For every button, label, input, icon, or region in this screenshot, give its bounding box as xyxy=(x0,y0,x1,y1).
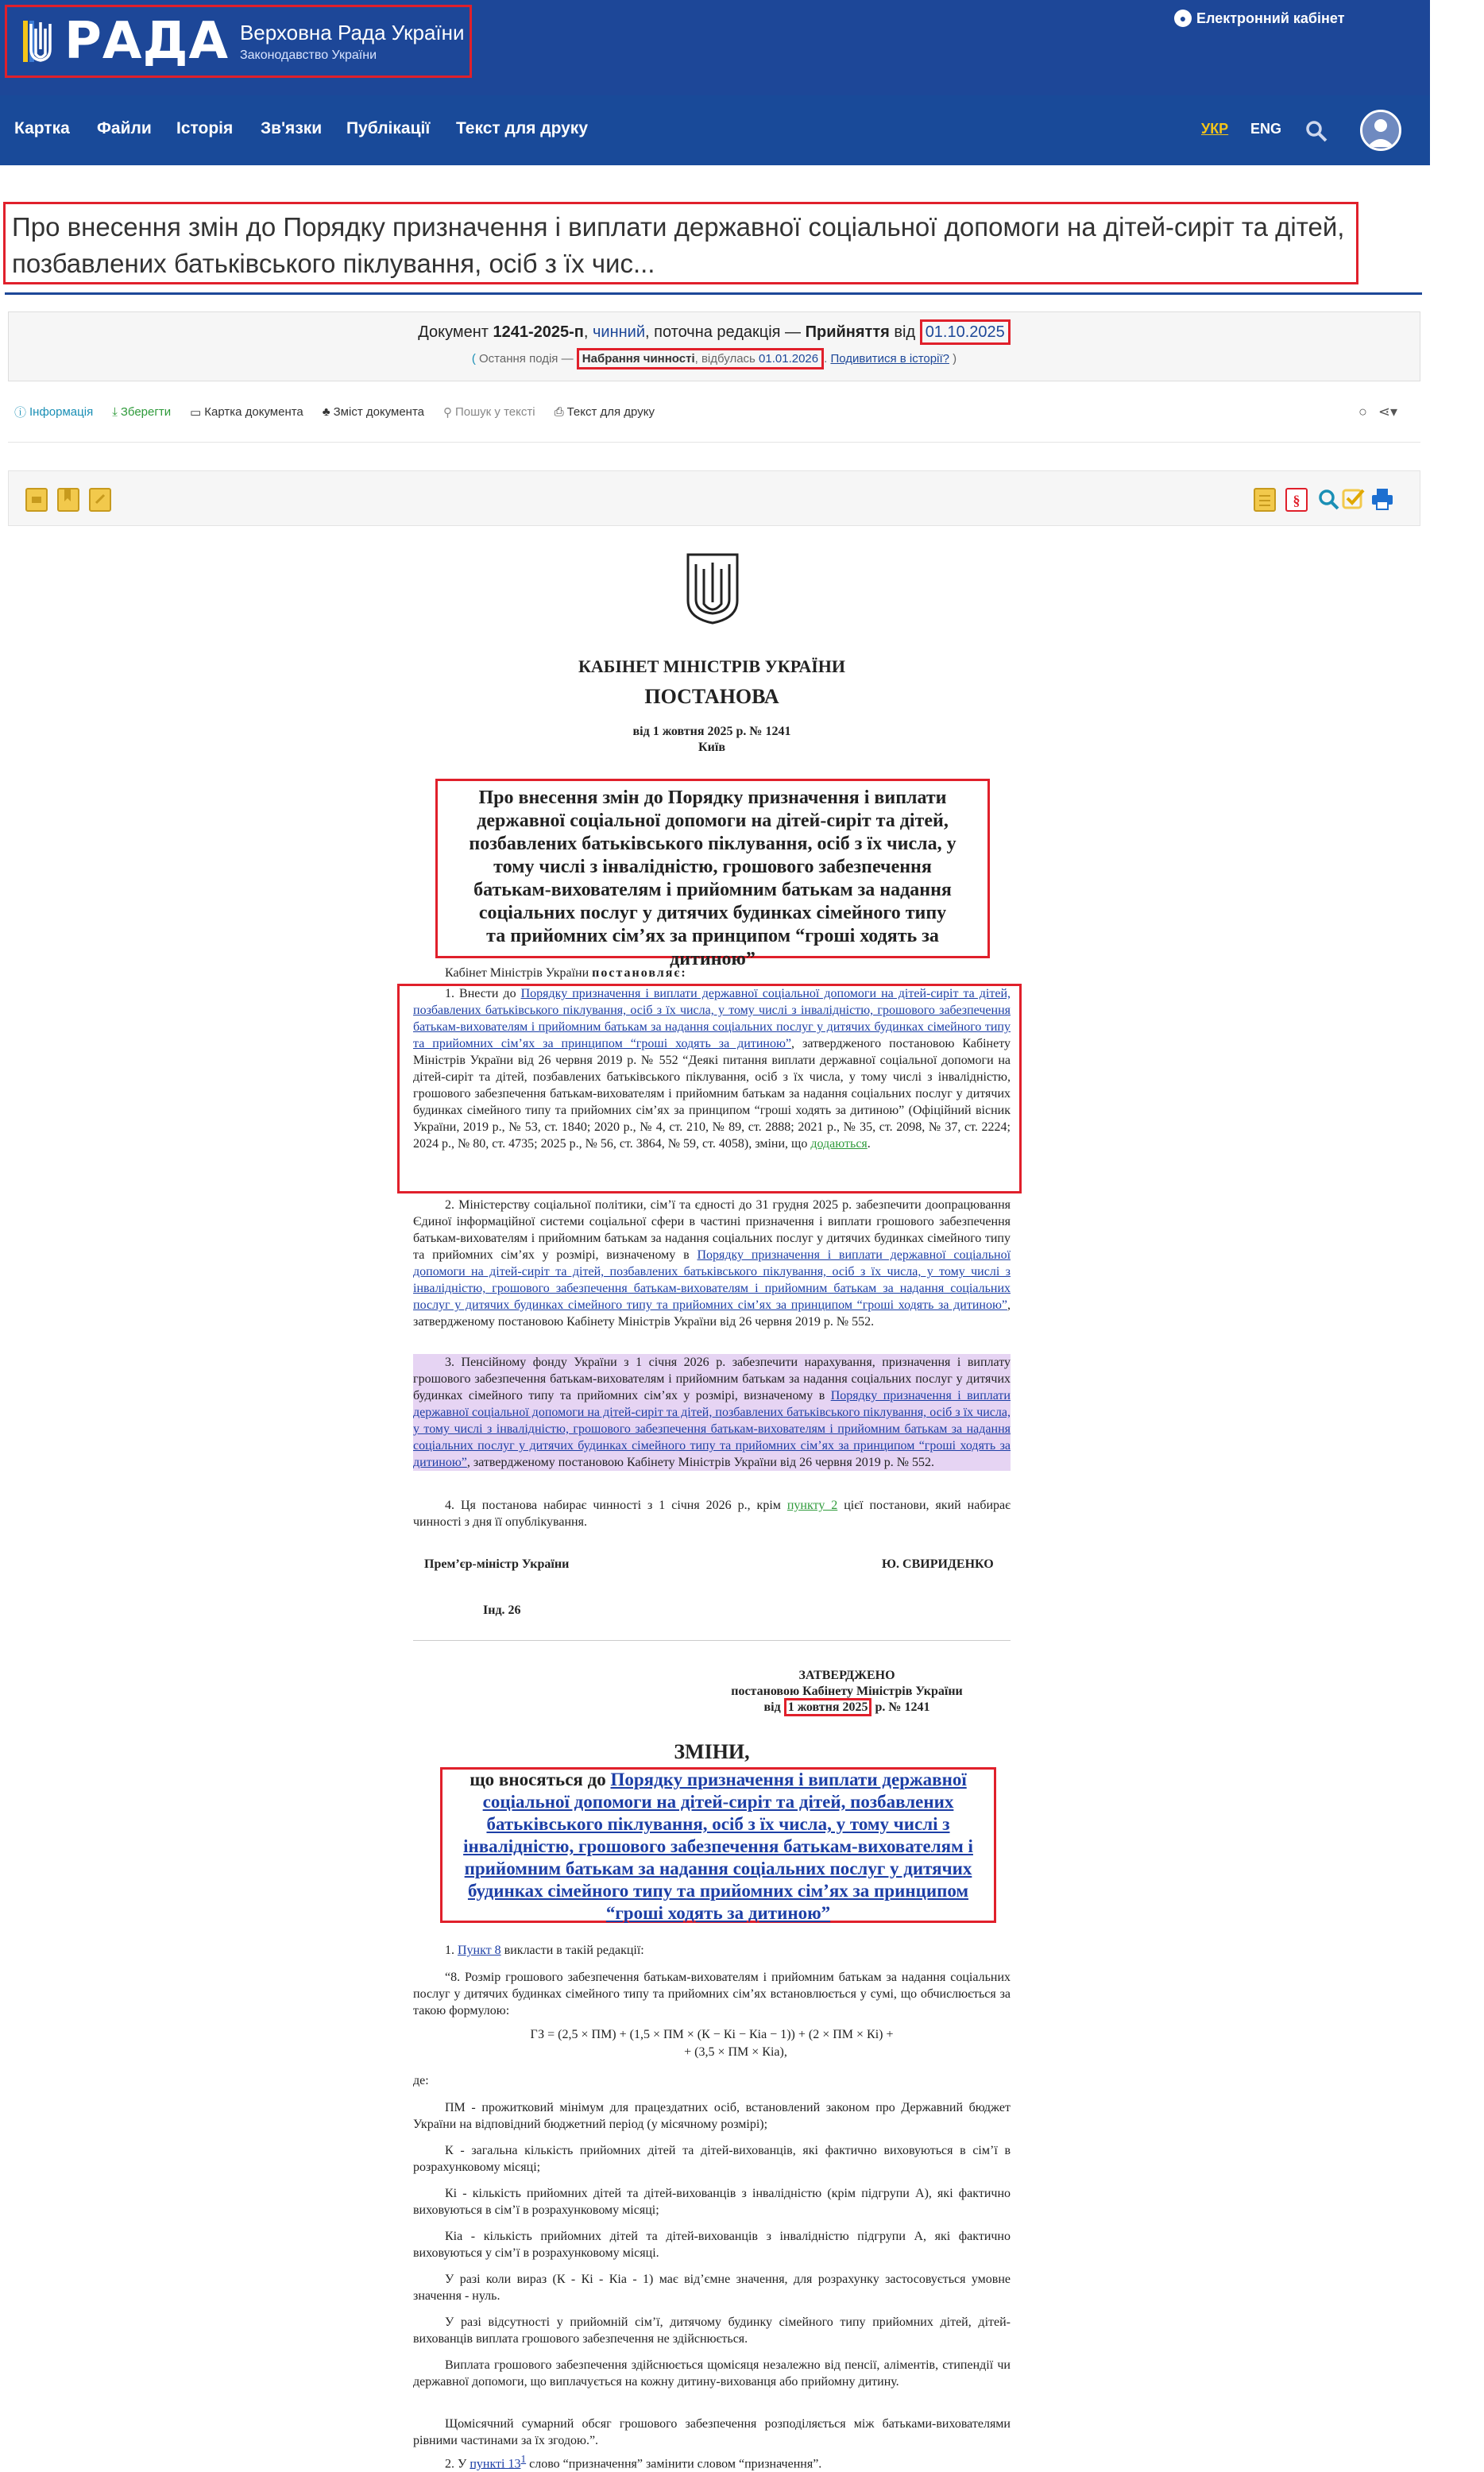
intro-text: Кабінет Міністрів України xyxy=(445,966,593,980)
changes-heading: ЗМІНИ, xyxy=(674,1740,750,1763)
toolbar-separator xyxy=(8,442,1420,443)
definition-kia: Кіа - кількість прийомних дітей та дітей-вихованців з інвалідністю підгрупи А, які фактично виховуються у сім’ї в розрахунковому місяці. xyxy=(413,2230,1011,2260)
p3-order-link[interactable]: Порядку призначення і виплати державної соціальної допомоги на дітей-сиріт та дітей, позбавлених батьківського піклування, осіб з їх числа, у тому числі з інвалідністю, грошового забезпечення батькам-вихователям і прийомним батькам за надання соціальних послуг у дитячих будинках сімейного типу та прийомних сім’ях за принципом “гроші ходять за дитиною” xyxy=(413,1389,1011,1469)
c2-b: слово “призначення” замінити словом “призначення”. xyxy=(526,2457,822,2471)
logo-subtitle: Законодавство України xyxy=(239,48,377,62)
lang-eng[interactable]: ENG xyxy=(1250,121,1282,137)
change-1 xyxy=(413,1942,1011,1959)
p3-a: 3. Пенсійному фонду України з 1 січня 2026 р. забезпечити нарахування, призначення і виплату грошового забезпечення батькам-вихователям і прийомним батькам за надання соціальних послуг у дитячих будинках сімейного типу та прийомних сім’ях у розмірі, визначеному в xyxy=(413,1356,1011,1402)
svg-text:§: § xyxy=(1293,493,1300,509)
document-toolbar xyxy=(14,404,655,420)
approved-by: постановою Кабінету Міністрів України xyxy=(731,1685,963,1698)
absence-note: У разі відсутності у прийомній сім’ї, дитячому будинку сімейного типу прийомних дітей, дітей-вихованців виплата грошового забезпечення не здійснюється. xyxy=(413,2315,1011,2346)
toolbar-right xyxy=(1358,404,1397,420)
doc-edition: , поточна редакція — xyxy=(645,323,806,341)
paragraph-icon[interactable] xyxy=(1285,486,1308,513)
index-number: Інд. 26 xyxy=(483,1604,521,1617)
page-title: Про внесення змін до Порядку призначення і виплати державної соціальної допомоги на дітей-сиріт та дітей, позбавлених батьківського піклування, осіб з їх чис... xyxy=(3,202,1358,284)
nav-history[interactable]: Історія xyxy=(176,119,234,137)
pm-title: Прем’єр-міністр України xyxy=(424,1557,570,1571)
doc-number: 1241-2025-п xyxy=(493,323,584,341)
p1-end: . xyxy=(867,1137,871,1151)
doc-status[interactable]: чинний xyxy=(593,323,646,341)
doc-adoption: Прийняття xyxy=(805,323,890,341)
last-event-label: Остання подія — xyxy=(479,352,577,366)
electronic-cabinet-link[interactable] xyxy=(1174,10,1345,27)
event-name: Набрання чинності xyxy=(582,352,695,366)
lang-ukr[interactable]: УКР xyxy=(1201,121,1229,137)
paragraph-1 xyxy=(413,985,1011,1152)
approved-label: ЗАТВЕРДЖЕНО xyxy=(798,1669,895,1682)
search-text-label: Пошук у тексті xyxy=(455,405,535,419)
pm-name: Ю. СВИРИДЕНКО xyxy=(882,1557,994,1571)
resolution-heading: ПОСТАНОВА xyxy=(644,685,779,708)
adoption-date[interactable]: 01.10.2025 xyxy=(920,319,1011,345)
c2-sup: 1 xyxy=(520,2453,527,2465)
event-date[interactable]: 01.01.2026 xyxy=(759,352,819,366)
contents-label: Зміст документа xyxy=(333,405,425,419)
bookmark-icon[interactable] xyxy=(56,486,80,513)
cabinet-heading: КАБІНЕТ МІНІСТРІВ УКРАЇНИ xyxy=(578,656,846,676)
coat-of-arms-icon xyxy=(685,551,740,625)
negative-value-note: У разі коли вираз (К - Кі - Кіа - 1) має від’ємне значення, для розрахунку застосовується умовне значення - нуль. xyxy=(413,2273,1011,2303)
c1-b: викласти в такій редакції: xyxy=(500,1944,644,1957)
p1-a: 1. Внести до xyxy=(445,987,521,1000)
p2-b: , затвердженому постановою Кабінету Міністрів України від 26 червня 2019 р. № 552. xyxy=(413,1298,1011,1329)
magnifier-icon: ⚲ xyxy=(443,405,453,420)
c2-point-link[interactable]: пункті 13 xyxy=(470,2457,521,2471)
doc-prefix: Документ xyxy=(418,323,493,341)
changes-sub-a: що вносяться до xyxy=(470,1770,611,1789)
history-link[interactable]: Подивитися в історії? xyxy=(830,352,949,366)
intro-bold: постановляє: xyxy=(592,966,687,980)
contents-button[interactable] xyxy=(323,404,424,420)
printer-icon: ⎙ xyxy=(554,405,564,419)
payment-note: Виплата грошового забезпечення здійснюється щомісяця незалежно від пенсії, аліментів, стипендії чи державної допомоги, що виплачується на кожну дитину-вихованця або прийомну дитину. xyxy=(413,2358,1011,2389)
user-circle-icon: ● xyxy=(1174,10,1192,27)
paragraph-2 xyxy=(413,1197,1011,1330)
nav-print-text[interactable]: Текст для друку xyxy=(456,119,589,137)
search-doc-icon[interactable] xyxy=(1316,486,1340,513)
circle-icon[interactable]: ○ xyxy=(1358,404,1367,420)
sitemap-icon: ♣ xyxy=(322,405,330,419)
title-divider xyxy=(5,292,1422,295)
definition-pm: ПМ - прожитковий мінімум для працездатних осіб, встановлений законом про Державний бюджет України на відповідний бюджетний період (у місячному розмірі); xyxy=(413,2101,1011,2131)
approved-date: 1 жовтня 2025 xyxy=(784,1698,872,1716)
info-icon: ⓘ xyxy=(14,406,27,420)
formula-line-2: + (3,5 × ПМ × Кіа), xyxy=(684,2045,787,2059)
resolution-city: Київ xyxy=(698,741,725,754)
nav-card[interactable]: Картка xyxy=(14,119,70,137)
ecab-label: Електронний кабінет xyxy=(1196,10,1345,26)
share-icon[interactable]: ⋖▾ xyxy=(1378,404,1397,420)
event-happened: , відбулась xyxy=(694,352,759,366)
resolution-date: від 1 жовтня 2025 р. № 1241 xyxy=(632,725,791,738)
p4-point-link[interactable]: пункту 2 xyxy=(786,1499,838,1512)
main-nav xyxy=(0,95,1430,165)
change-2 xyxy=(413,2451,1011,2472)
nav-links[interactable]: Зв'язки xyxy=(261,119,323,137)
save-label: Зберегти xyxy=(120,405,172,419)
info-button[interactable] xyxy=(14,404,93,420)
formula-line-1: ГЗ = (2,5 × ПМ) + (1,5 × ПМ × (К − Кі − Кіа − 1)) + (2 × ПМ × Кі) + xyxy=(530,2028,894,2041)
card-button[interactable] xyxy=(190,404,303,420)
nav-files[interactable]: Файли xyxy=(97,119,152,137)
search-text-button[interactable] xyxy=(443,404,535,420)
section-divider xyxy=(413,1640,1011,1641)
changes-subtitle xyxy=(450,1769,987,1925)
user-avatar-icon[interactable] xyxy=(1360,110,1401,151)
printer-toolbar-icon[interactable] xyxy=(1370,486,1394,513)
site-logo[interactable] xyxy=(5,5,472,78)
approved-num: р. № 1241 xyxy=(871,1700,930,1714)
document-status-panel: Документ 1241-2025-п, чинний, поточна редакція — Прийняття від 01.10.2025 ( Остання подія — Набрання чинності, відбулась 01.01.2026 . Подивитися в історії? ) xyxy=(8,311,1420,381)
where-label: де: xyxy=(413,2074,429,2087)
trident-icon xyxy=(21,17,58,65)
logo-title: Верховна Рада України xyxy=(239,20,465,44)
logo-word: РАДА xyxy=(64,12,229,71)
p4-b: цієї постанови, який набирає чинності з дня її опублікування. xyxy=(413,1499,1011,1529)
p1-b: , затвердженого постановою Кабінету Міністрів України від 26 червня 2019 р. № 552 “Деякі питання виплати державної соціальної допомоги на дітей-сиріт та дітей, позбавлених батьківського піклування, осіб з їх числа, у тому числі з інвалідністю, грошового забезпечення батькам-вихователям і прийомним батькам за надання соціальних послуг у дитячих будинках сімейного типу та прийомних сім’ях за принципом “гроші ходять за дитиною” (Офіційний вісник України, 2019 р., № 53, ст. 1840; 2020 р., № 4, ст. 210, № 89, ст. 2888; 2021 р., № 35, ст. 2098, № 37, ст. 2224; 2024 р., № 80, ст. 4735; 2025 р., № 56, ст. 3864, № 59, ст. 4058), зміни, що xyxy=(413,1037,1011,1151)
c2-a: 2. У xyxy=(445,2457,470,2471)
info-label: Інформація xyxy=(29,405,94,419)
print-label: Текст для друку xyxy=(566,405,655,419)
resolution-title: Про внесення змін до Порядку призначення і виплати державної соціальної допомоги на дітей-сиріт та дітей, позбавлених батьківського піклування, осіб з їх числа, у тому числі з інвалідністю, грошового забезпечення батькам-вихователям і прийомним батькам за надання соціальних послуг у дитячих будинках сімейного типу та прийомних сім’ях за принципом “гроші ходять за дитиною” xyxy=(469,787,956,969)
icon-toolbar xyxy=(8,470,1420,526)
c1-point-link[interactable]: Пункт 8 xyxy=(458,1944,501,1957)
card-label: Картка документа xyxy=(204,405,303,419)
search-icon[interactable] xyxy=(1304,119,1328,143)
approved-from: від xyxy=(763,1700,784,1714)
p3-b: , затвердженому постановою Кабінету Міністрів України від 26 червня 2019 р. № 552. xyxy=(466,1456,934,1469)
p1-order-link[interactable]: Порядку призначення і виплати державної соціальної допомоги на дітей-сиріт та дітей, позбавлених батьківського піклування, осіб з їх числа, у тому числі з інвалідністю, грошового забезпечення батькам-вихователям і прийомним батькам за надання соціальних послуг у дитячих будинках сімейного типу та прийомних сім’ях за принципом “гроші ходять за дитиною” xyxy=(413,987,1011,1050)
paragraph-3 xyxy=(413,1354,1011,1471)
save-button[interactable] xyxy=(112,404,171,420)
definition-ki: Кі - кількість прийомних дітей та дітей-вихованців з інвалідністю (крім підгрупи А), які фактично виховуються в сім’ї в розрахунковому місяці; xyxy=(413,2187,1011,2217)
document-list-icon[interactable] xyxy=(1253,486,1277,513)
p4-a: 4. Ця постанова набирає чинності з 1 січня 2026 р., крім xyxy=(445,1499,787,1512)
c1-a: 1. xyxy=(445,1944,458,1957)
distribution-note: Щомісячний сумарний обсяг грошового забезпечення розподіляється між батьками-вихователями рівними частинами за їх згодою.”. xyxy=(413,2417,1011,2447)
paragraph-4 xyxy=(413,1497,1011,1530)
info-circle-icon: ( xyxy=(471,352,476,366)
folder-icon: ▭ xyxy=(190,405,202,420)
p1-attached-link[interactable]: додаються xyxy=(810,1137,868,1151)
approved-date-line xyxy=(683,1699,1011,1716)
check-icon[interactable] xyxy=(1342,486,1366,513)
p2-order-link[interactable]: Порядку призначення і виплати державної соціальної допомоги на дітей-сиріт та дітей, позбавлених батьківського піклування, осіб з їх числа, у тому числі з інвалідністю, грошового забезпечення батькам-вихователям і прийомним батькам за надання соціальних послуг у дитячих будинках сімейного типу та прийомних сім’ях за принципом “гроші ходять за дитиною” xyxy=(413,1248,1011,1312)
changes-order-link[interactable]: Порядку призначення і виплати державної соціальної допомоги на дітей-сиріт та дітей, позбавлених батьківського піклування, осіб з їх числа, у тому числі з інвалідністю, грошового забезпечення батькам-вихователям і прийомним батькам за надання соціальних послуг у дитячих будинках сімейного типу та прийомних сім’ях за принципом “гроші ходять за дитиною” xyxy=(463,1770,973,1923)
definition-k: К - загальна кількість прийомних дітей та дітей-вихованців, які фактично виховуються в сім’ї в розрахунковому місяці; xyxy=(413,2144,1011,2174)
doc-from: від xyxy=(889,323,920,341)
print-button[interactable] xyxy=(555,404,655,420)
download-icon: ⤓ xyxy=(112,405,118,419)
p2-a: 2. Міністерству соціальної політики, сім’ї та єдності до 31 грудня 2025 р. забезпечити доопрацювання Єдиної інформаційної системи соціальної сфери в частині призначення і виплати грошового забезпечення батькам-вихователям і прийомним батькам за надання соціальних послуг у дитячих будинках сімейного типу та прийомних сім’ях у розмірі, визначеному в xyxy=(413,1198,1011,1262)
intro-paragraph xyxy=(413,965,1011,981)
nav-publications[interactable]: Публікації xyxy=(346,119,431,137)
link-icon[interactable] xyxy=(88,486,112,513)
change-1-text: “8. Розмір грошового забезпечення батькам-вихователям і прийомним батькам за надання соціальних послуг у дитячих будинках сімейного типу та прийомних сім’ях встановлюється у сумі, що обчислюється за такою формулою: xyxy=(413,1971,1011,2017)
briefcase-icon[interactable] xyxy=(25,486,48,513)
